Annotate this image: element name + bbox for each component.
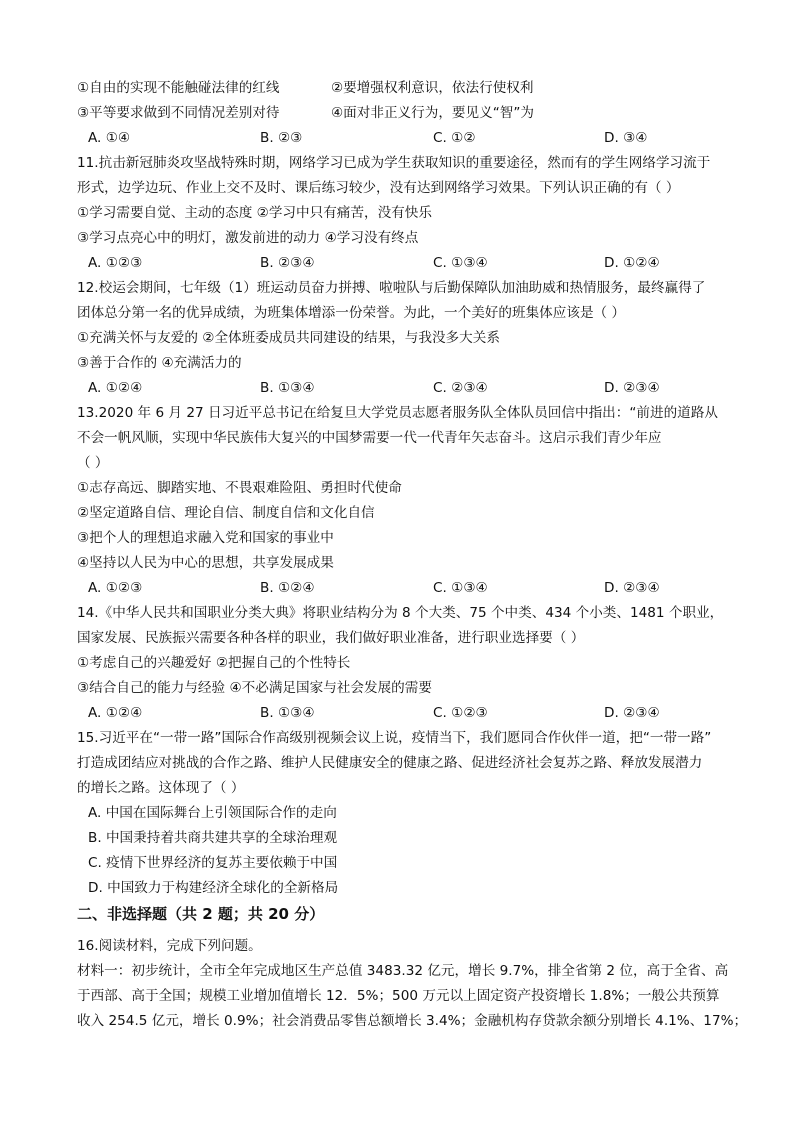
q13-stem-line-3: （ ） — [77, 455, 109, 471]
q13-option-c[interactable]: C. ①③④ — [433, 580, 488, 596]
q10-statement-4: ④面对非正义行为，要见义“智”为 — [331, 105, 534, 121]
q10-option-c[interactable]: C. ①② — [433, 130, 476, 146]
q11-stem-line-2: 形式，边学边玩、作业上交不及时、课后练习较少，没有达到网络学习效果。下列认识正确的有（ ） — [77, 180, 680, 196]
q15-stem-line-1: 15.习近平在“一带一路”国际合作高级别视频会议上说，疫情当下，我们愿同合作伙伴一道，把“一带一路” — [77, 730, 712, 746]
q11-statements-2: ③学习点亮心中的明灯，激发前进的动力 ④学习没有终点 — [77, 230, 419, 246]
q12-stem-line-1: 12.校运会期间，七年级（1）班运动员奋力拼搏、啦啦队与后勤保障队加油助威和热情服务，最终赢得了 — [77, 280, 706, 296]
q14-statements-2: ③结合自己的能力与经验 ④不必满足国家与社会发展的需要 — [77, 680, 432, 696]
q10-statement-row-1 — [77, 78, 280, 98]
q15-choice-d[interactable]: D. 中国致力于构建经济全球化的全新格局 — [88, 880, 339, 896]
q11-option-a[interactable]: A. ①②③ — [88, 255, 143, 271]
q15-stem-line-3: 的增长之路。这体现了（ ） — [77, 780, 245, 796]
q11-option-b[interactable]: B. ②③④ — [260, 255, 315, 271]
q10-option-a[interactable]: A. ①④ — [88, 130, 131, 146]
q14-stem-line-1: 14.《中华人民共和国职业分类大典》将职业结构分为 8 个大类、75 个中类、434 个小类、1481 个职业， — [77, 605, 724, 621]
q14-option-d[interactable]: D. ②③④ — [604, 705, 660, 721]
q11-option-c[interactable]: C. ①③④ — [433, 255, 488, 271]
q15-stem-line-2: 打造成团结应对挑战的合作之路、维护人民健康安全的健康之路、促进经济社会复苏之路、释放发展潜力 — [77, 755, 703, 771]
q10-statement-row-2-right — [331, 103, 534, 123]
q14-option-c[interactable]: C. ①②③ — [433, 705, 488, 721]
q12-option-c[interactable]: C. ②③④ — [433, 380, 488, 396]
q13-option-b[interactable]: B. ①②④ — [260, 580, 315, 596]
q12-option-b[interactable]: B. ①③④ — [260, 380, 315, 396]
q15-choice-b[interactable]: B. 中国秉持着共商共建共享的全球治理观 — [88, 830, 338, 846]
q12-statements-2: ③善于合作的 ④充满活力的 — [77, 355, 242, 371]
q16-material-line-2: 于西部、高于全国；规模工业增加值增长 12．5%；500 万元以上固定资产投资增长 1.8%；一般公共预算 — [77, 988, 720, 1004]
q12-statements-1: ①充满关怀与友爱的 ②全体班委成员共同建设的结果，与我没多大关系 — [77, 330, 500, 346]
q11-option-d[interactable]: D. ①②④ — [604, 255, 660, 271]
q14-option-a[interactable]: A. ①②④ — [88, 705, 143, 721]
q10-statement-row-1-right — [331, 78, 534, 98]
q10-statement-row-2 — [77, 103, 280, 123]
q13-statement-1: ①志存高远、脚踏实地、不畏艰难险阻、勇担时代使命 — [77, 480, 402, 496]
q13-option-d[interactable]: D. ②③④ — [604, 580, 660, 596]
q10-statement-1: ①自由的实现不能触碰法律的红线 — [77, 80, 280, 96]
q16-material-line-1: 材料一：初步统计，全市全年完成地区生产总值 3483.32 亿元，增长 9.7%，排全省第 2 位，高于全省、高 — [77, 963, 729, 979]
q11-statements-1: ①学习需要自觉、主动的态度 ②学习中只有痛苦，没有快乐 — [77, 205, 432, 221]
q14-stem-line-2: 国家发展、民族振兴需要各种各样的职业，我们做好职业准备，进行职业选择要（ ） — [77, 630, 585, 646]
q12-stem-line-2: 团体总分第一名的优异成绩，为班集体增添一份荣誉。为此，一个美好的班集体应该是（ ） — [77, 305, 626, 321]
q15-choice-a[interactable]: A. 中国在国际舞台上引领国际合作的走向 — [88, 805, 337, 821]
q13-statement-2: ②坚定道路自信、理论自信、制度自信和文化自信 — [77, 505, 375, 521]
q15-choice-c[interactable]: C. 疫情下世界经济的复苏主要依赖于中国 — [88, 855, 338, 871]
q13-option-a[interactable]: A. ①②③ — [88, 580, 143, 596]
q10-option-b[interactable]: B. ②③ — [260, 130, 303, 146]
q10-option-d[interactable]: D. ③④ — [604, 130, 648, 146]
section-title-non-choice: 二、非选择题（共 2 题；共 20 分） — [77, 905, 325, 923]
q11-stem-line-1: 11.抗击新冠肺炎攻坚战特殊时期，网络学习已成为学生获取知识的重要途径，然而有的学生网络学习流于 — [77, 155, 711, 171]
q13-stem-line-1: 13.2020 年 6 月 27 日习近平总书记在给复旦大学党员志愿者服务队全体队员回信中指出：“前进的道路从 — [77, 405, 718, 421]
q13-statement-4: ④坚持以人民为中心的思想，共享发展成果 — [77, 555, 334, 571]
q10-statement-3: ③平等要求做到不同情况差别对待 — [77, 105, 280, 121]
q16-stem: 16.阅读材料，完成下列问题。 — [77, 938, 262, 954]
q16-material-line-3: 收入 254.5 亿元，增长 0.9%；社会消费品零售总额增长 3.4%；金融机构存贷款余额分别增长 4.1%、17%； — [77, 1013, 748, 1029]
q14-option-b[interactable]: B. ①③④ — [260, 705, 315, 721]
q13-stem-line-2: 不会一帆风顺，实现中华民族伟大复兴的中国梦需要一代一代青年矢志奋斗。这启示我们青少年应 — [77, 430, 662, 446]
q14-statements-1: ①考虑自己的兴趣爱好 ②把握自己的个性特长 — [77, 655, 351, 671]
q12-option-d[interactable]: D. ②③④ — [604, 380, 660, 396]
q13-statement-3: ③把个人的理想追求融入党和国家的事业中 — [77, 530, 334, 546]
q10-statement-2: ②要增强权利意识，依法行使权利 — [331, 80, 534, 96]
q12-option-a[interactable]: A. ①②④ — [88, 380, 143, 396]
